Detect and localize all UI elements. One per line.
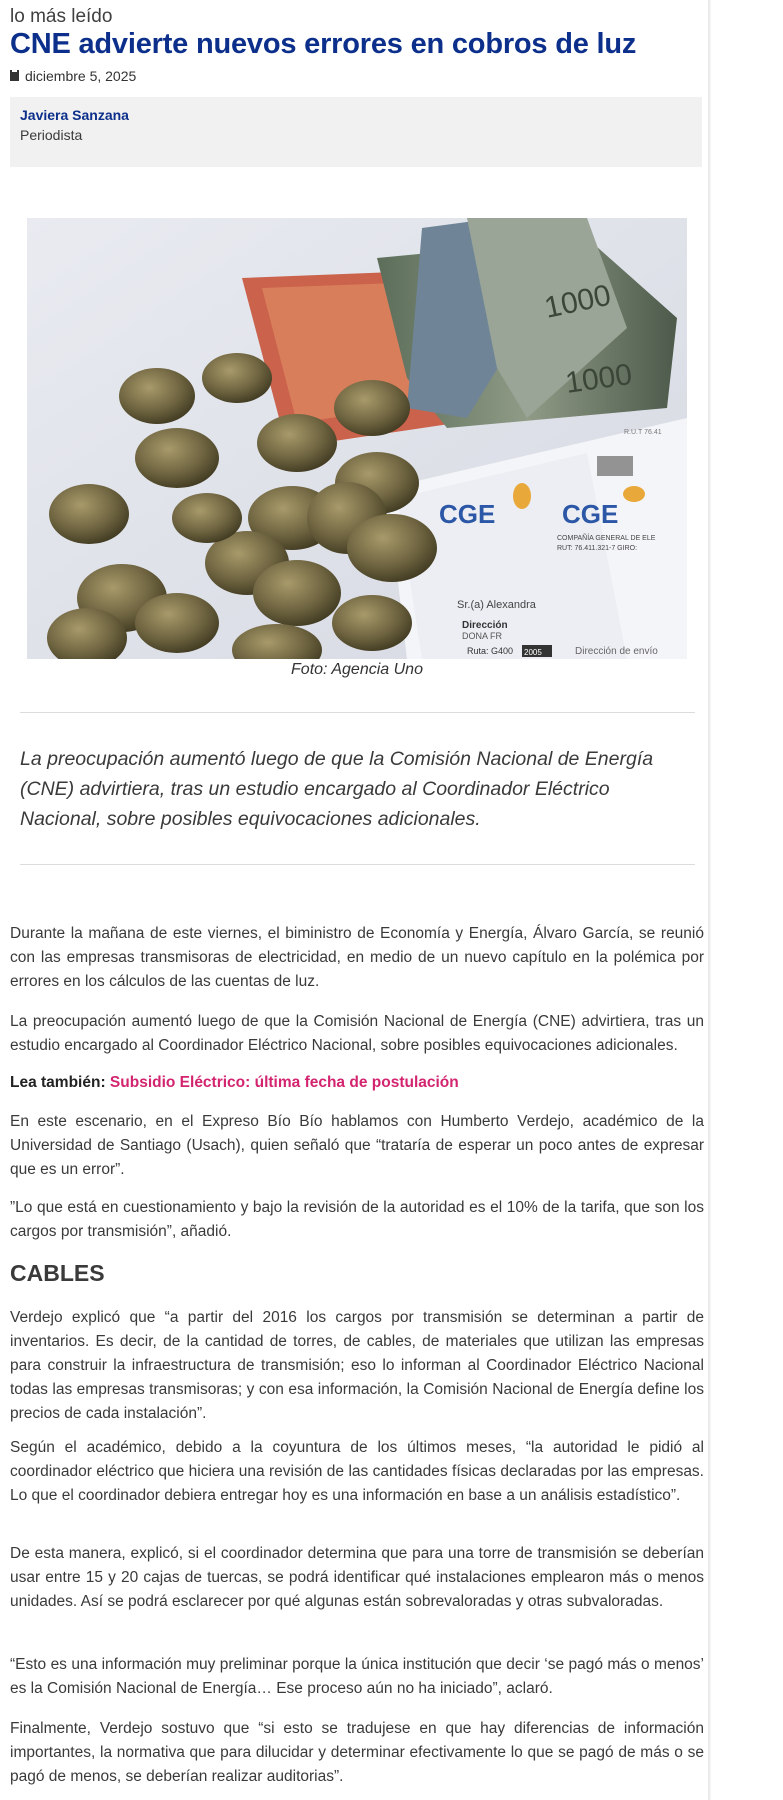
- publish-date: [10, 68, 136, 84]
- svg-text:2005: 2005: [524, 648, 542, 657]
- article-photo: [27, 218, 687, 659]
- read-also-label: Lea también:: [10, 1074, 106, 1091]
- svg-text:CGE: CGE: [439, 499, 496, 529]
- read-also-link[interactable]: Subsidio Eléctrico: última fecha de postulación: [109, 1074, 459, 1091]
- divider-bottom: [20, 864, 695, 865]
- author-role: Periodista: [20, 127, 83, 143]
- author-name-link[interactable]: Javiera Sanzana: [20, 107, 129, 123]
- author-box: [10, 97, 702, 167]
- article-paragraph-9: Finalmente, Verdejo sostuvo que “si esto se tradujese en que hay diferencias de información importantes, la normativa que para dilucidar y determinar efectivamente lo que se pagó de más o se pagó de menos, se deberían realizar auditorias”.: [10, 1720, 704, 1785]
- article-paragraph-6: Según el académico, debido a la coyuntura de los últimos meses, “la autoridad le pidió al coordinador eléctrico que hiciera una revisión de las cantidades físicas declaradas por las empresas. Lo que el coordinador debiera entregar hoy es una información en base a un análisis estadístico”.: [10, 1439, 704, 1504]
- article-title: CNE advierte nuevos errores en cobros de luz: [10, 28, 637, 60]
- svg-text:DONA FR: DONA FR: [462, 631, 503, 641]
- divider-top: [20, 712, 695, 713]
- section-heading: CABLES: [10, 1260, 105, 1286]
- page-edge: [708, 0, 711, 1800]
- svg-text:Sr.(a) Alexandra: Sr.(a) Alexandra: [457, 599, 536, 611]
- publish-date-text: diciembre 5, 2025: [25, 68, 137, 84]
- article-paragraph-7: De esta manera, explicó, si el coordinador determina que para una torre de transmisión se deberían usar entre 15 y 20 cajas de tuercas, se podrá identificar qué instalaciones emplearon más o menos unidades. Así se podrá esclarecer por qué algunas están sobrevaloradas y otras subvaloradas.: [10, 1545, 704, 1610]
- photo-illustration: [27, 218, 687, 659]
- svg-text:CGE: CGE: [562, 499, 619, 529]
- article-paragraph-3: En este escenario, en el Expreso Bío Bío hablamos con Humberto Verdejo, académico de la Universidad de Santiago (Usach), quien señaló que “trataría de esperar un poco antes de expresar que es un error”.: [10, 1113, 704, 1178]
- bill-rut: R.U.T 76.41: [624, 429, 662, 436]
- svg-text:Dirección: Dirección: [462, 620, 508, 631]
- article-paragraph-5: Verdejo explicó que “a partir del 2016 los cargos por transmisión se determinan a partir de inventarios. Es decir, de la cantidad de torres, de cables, de materiales que utilizan las empresas para construir la infraestructura de transmisión; eso lo informan al Coordinador Eléctrico Nacional todas las empresas transmisoras; y con esa información, la Comisión Nacional de Energía define los precios de cada instalación”.: [10, 1309, 704, 1422]
- svg-text:COMPAÑÍA GENERAL DE ELE: COMPAÑÍA GENERAL DE ELE: [557, 535, 656, 542]
- article-paragraph-1: Durante la mañana de este viernes, el biministro de Economía y Energía, Álvaro García, se reunió con las empresas transmisoras de electricidad, en medio de un nuevo capítulo en la polémica por errores en los cálculos de las cuentas de luz.: [10, 925, 704, 990]
- section-kicker[interactable]: lo más leído: [10, 6, 113, 27]
- svg-text:1000: 1000: [563, 357, 635, 400]
- svg-text:1000: 1000: [541, 278, 614, 325]
- calendar-icon: [10, 72, 19, 81]
- read-also: [10, 1071, 704, 1095]
- article-paragraph-2: La preocupación aumentó luego de que la Comisión Nacional de Energía (CNE) advirtiera, tras un estudio encargado al Coordinador Eléctrico Nacional, sobre posibles equivocaciones adicionales.: [10, 1013, 704, 1054]
- article-paragraph-8: “Esto es una información muy preliminar porque la única institución que decir ‘se pagó más o menos’ es la Comisión Nacional de Energía… Ese proceso aún no ha iniciado”, aclaró.: [10, 1656, 704, 1697]
- pull-quote: La preocupación aumentó luego de que la Comisión Nacional de Energía (CNE) advirtiera, tras un estudio encargado al Coordinador Eléctrico Nacional, sobre posibles equivocaciones adicionales.: [20, 748, 654, 830]
- photo-caption: Foto: Agencia Uno: [291, 661, 423, 678]
- article-paragraph-4: ”Lo que está en cuestionamiento y bajo la revisión de la autoridad es el 10% de la tarifa, que son los cargos por transmisión”, añadió.: [10, 1199, 704, 1240]
- svg-text:Ruta: G400: Ruta: G400: [467, 646, 514, 656]
- svg-text:Dirección de envío: Dirección de envío: [575, 646, 658, 657]
- svg-text:RUT: 76.411.321-7 GIRO:: RUT: 76.411.321-7 GIRO:: [557, 545, 638, 552]
